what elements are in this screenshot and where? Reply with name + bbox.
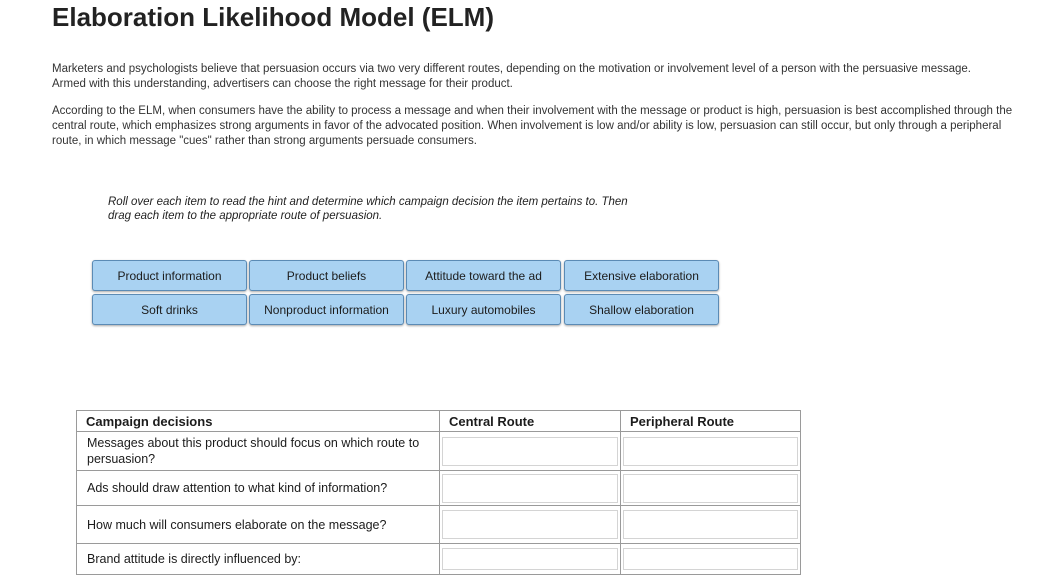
campaign-decision-question: Messages about this product should focus on which route to persuasion? (77, 432, 440, 471)
intro-paragraph-2-line: central route, which emphasizes strong arguments in favor of the advocated position. When involvement is low and/or ability is low, persuasion can still occur, but only through a peripheral (52, 120, 1002, 132)
campaign-decision-question: How much will consumers elaborate on the message? (77, 506, 440, 544)
drag-item-attitude-toward-ad[interactable]: Attitude toward the ad (406, 260, 561, 291)
drag-item-extensive-elaboration[interactable]: Extensive elaboration (564, 260, 719, 291)
table-row (77, 432, 801, 471)
campaign-decision-question: Ads should draw attention to what kind of information? (77, 471, 440, 506)
peripheral-route-drop-zone[interactable] (621, 544, 801, 575)
page-title: Elaboration Likelihood Model (ELM) (52, 2, 494, 32)
peripheral-route-drop-zone[interactable] (621, 506, 801, 544)
table-header-row (77, 411, 801, 432)
header-peripheral-route: Peripheral Route (621, 411, 801, 432)
intro-paragraph-2-line: According to the ELM, when consumers have the ability to process a message and when their involvement with the message or product is high, persuasion is best accomplished through the (52, 105, 1013, 117)
table-row (77, 471, 801, 506)
intro-paragraph-2-line: route, in which message "cues" rather than strong arguments persuade consumers. (52, 135, 477, 147)
central-route-drop-zone[interactable] (440, 471, 621, 506)
intro-paragraph-1-line: Marketers and psychologists believe that persuasion occurs via two very different routes, depending on the motivation or involvement level of a person with the persuasive message. (52, 63, 972, 75)
drag-item-luxury-automobiles[interactable]: Luxury automobiles (406, 294, 561, 325)
peripheral-route-drop-zone[interactable] (621, 432, 801, 471)
header-central-route: Central Route (440, 411, 621, 432)
drag-item-product-beliefs[interactable]: Product beliefs (249, 260, 404, 291)
campaign-decision-question: Brand attitude is directly influenced by: (77, 544, 440, 575)
intro-paragraph-1 (52, 62, 1042, 92)
table-row (77, 544, 801, 575)
central-route-drop-zone[interactable] (440, 432, 621, 471)
drag-item-soft-drinks[interactable]: Soft drinks (92, 294, 247, 325)
intro-paragraph-1-line: Armed with this understanding, advertisers can choose the right message for their product. (52, 78, 513, 90)
central-route-drop-zone[interactable] (440, 544, 621, 575)
table-row (77, 506, 801, 544)
campaign-decisions-table (76, 410, 801, 575)
drag-item-product-information[interactable]: Product information (92, 260, 247, 291)
intro-paragraph-2 (52, 104, 1042, 149)
central-route-drop-zone[interactable] (440, 506, 621, 544)
drag-item-shallow-elaboration[interactable]: Shallow elaboration (564, 294, 719, 325)
instructions (108, 195, 728, 223)
instructions-line: Roll over each item to read the hint and determine which campaign decision the item pertains to. Then (108, 196, 628, 208)
instructions-line: drag each item to the appropriate route of persuasion. (108, 210, 383, 222)
peripheral-route-drop-zone[interactable] (621, 471, 801, 506)
drag-item-nonproduct-information[interactable]: Nonproduct information (249, 294, 404, 325)
header-campaign-decisions: Campaign decisions (77, 411, 440, 432)
